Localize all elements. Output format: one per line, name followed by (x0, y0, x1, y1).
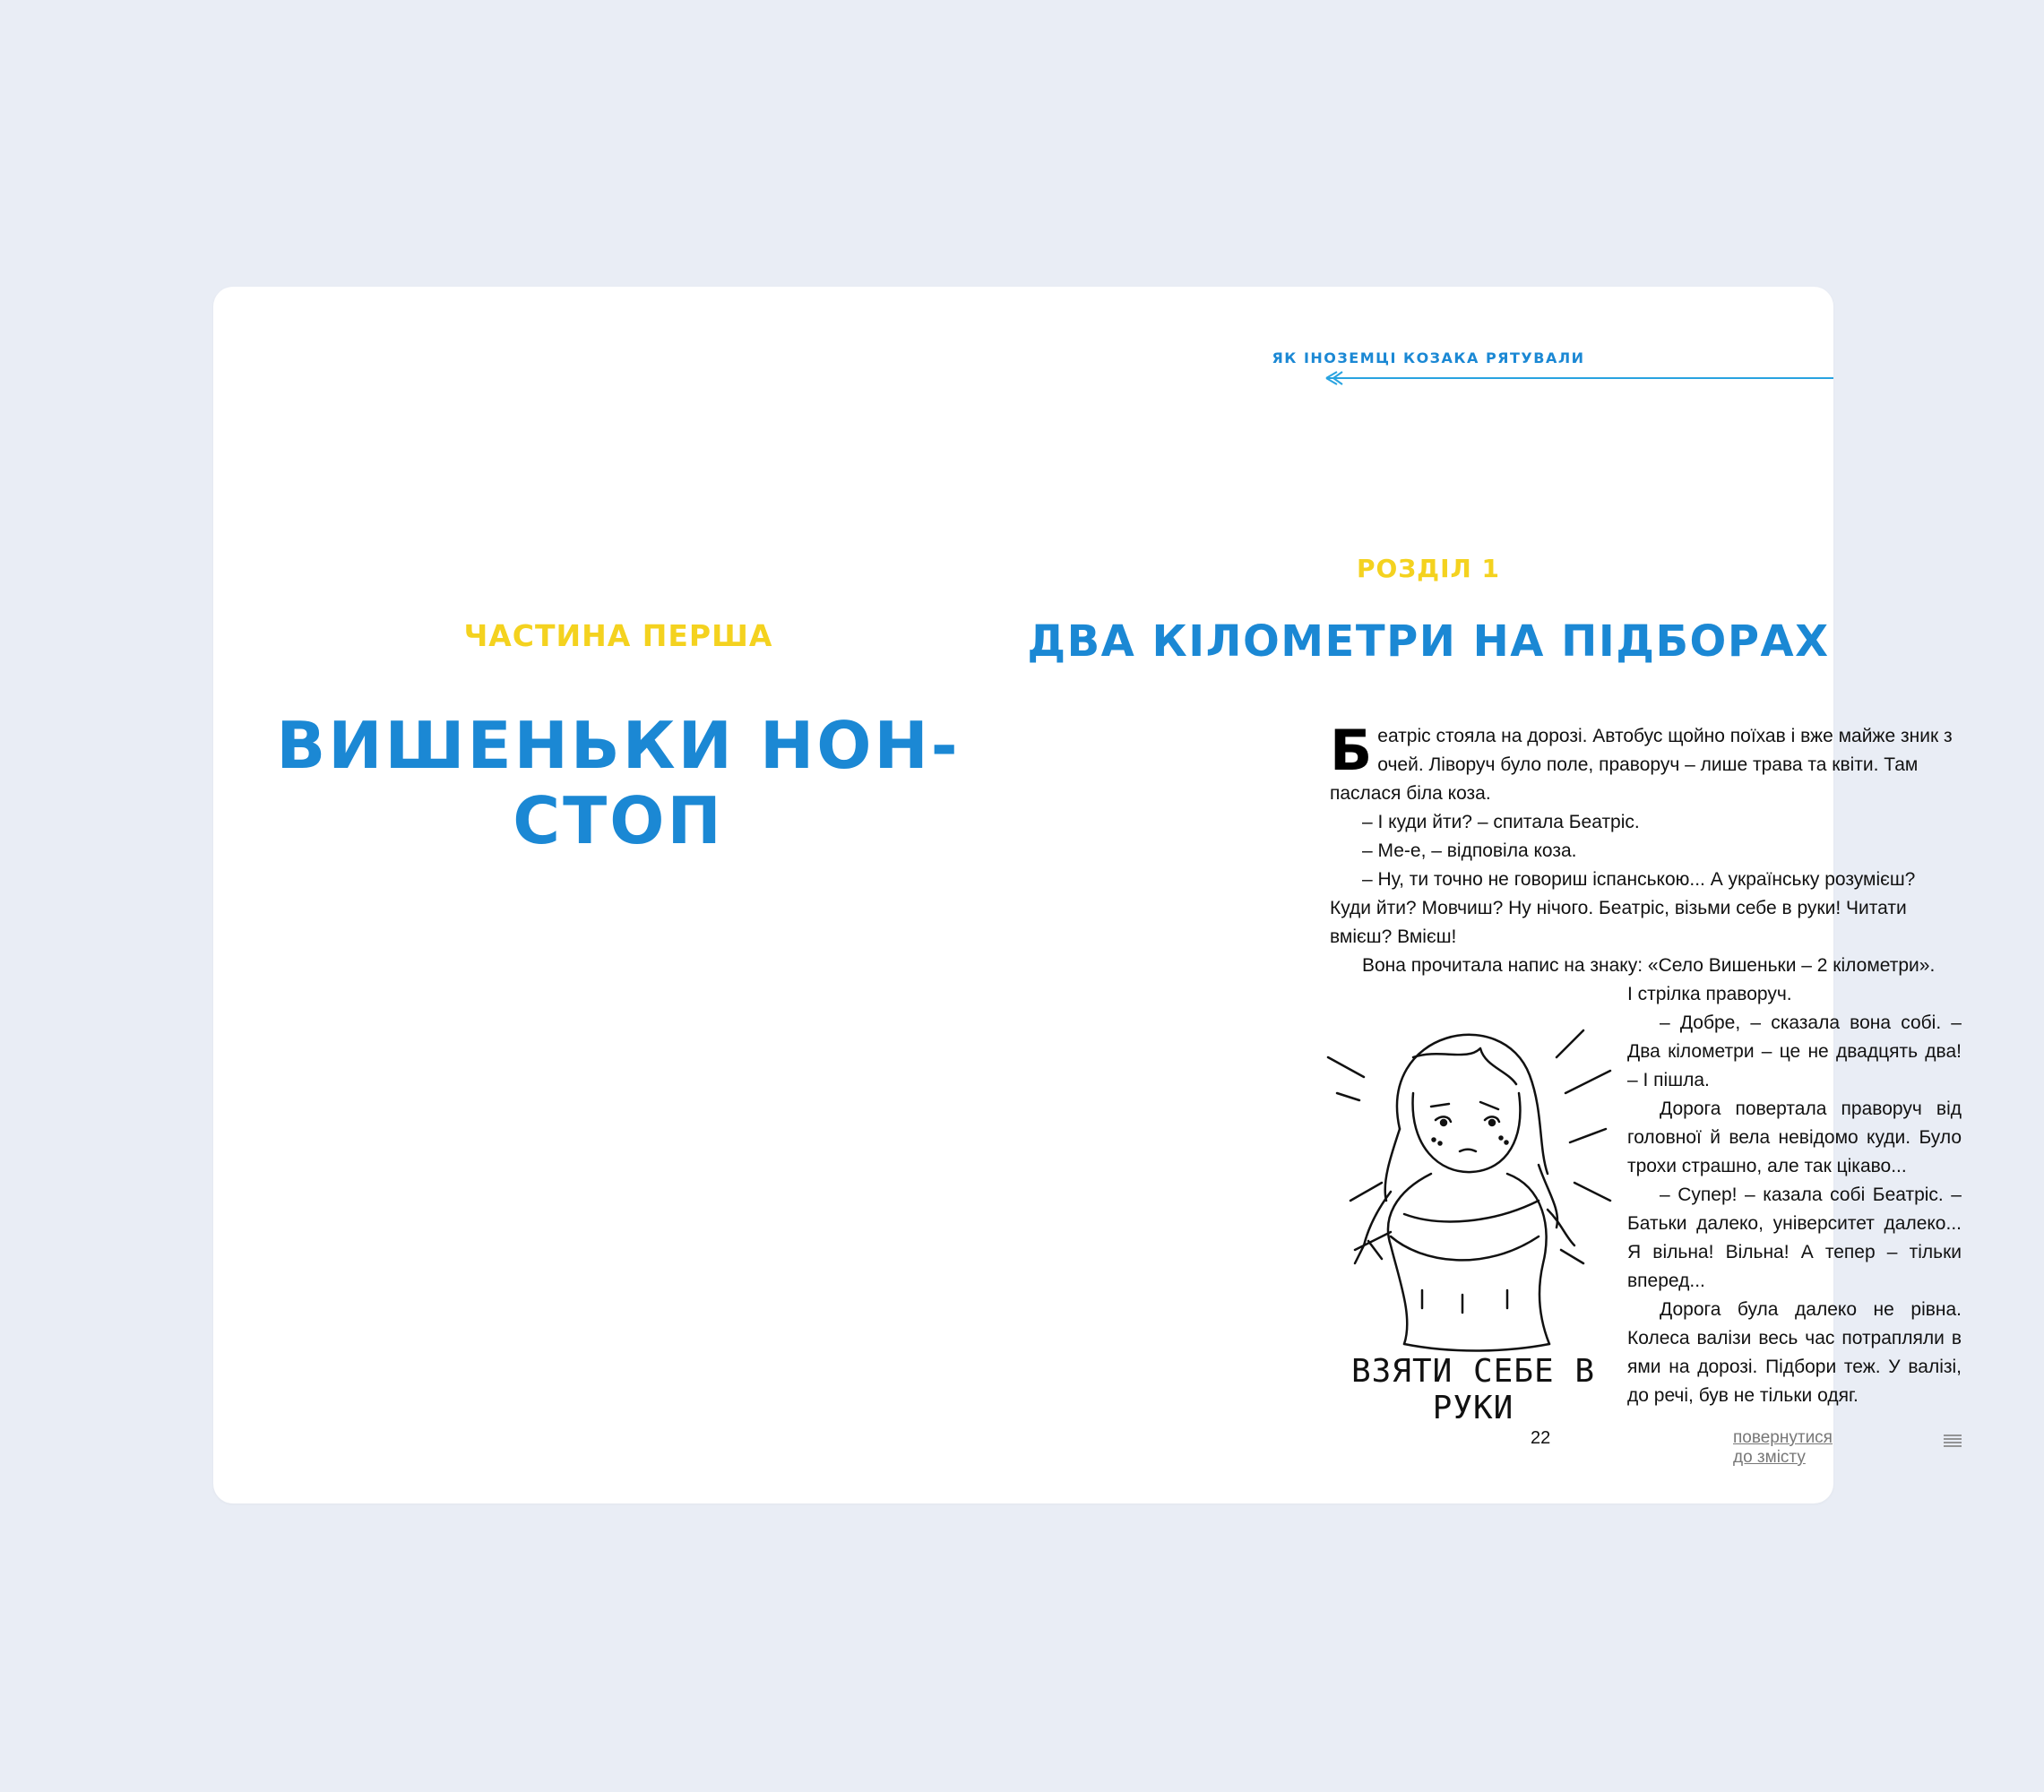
header-rule-ornament (1023, 369, 1833, 387)
paragraph-1-text: еатріс стояла на дорозі. Автобус щойно поїхав і вже майже зник з очей. Ліворуч було поле, праворуч – лише трава та квіти. Там паслася біла коза. (1330, 726, 1953, 804)
girl-illustration (1315, 995, 1619, 1353)
back-to-contents-link[interactable]: повернутися до змісту (1733, 1428, 1833, 1467)
paragraph-7: Дорога повертала праворуч від головної й вела невідомо куди. Було трохи страшно, але так цікаво... (1627, 1098, 1962, 1176)
part-title: ВИШЕНЬКИ НОН-СТОП (276, 708, 961, 858)
body-text-mid (1330, 952, 1962, 980)
body-text-right-column (1627, 980, 1962, 1410)
running-head: ЯК ІНОЗЕМЦІ КОЗАКА РЯТУВАЛИ (1272, 349, 1585, 366)
paragraph-1 (1330, 718, 1962, 808)
chapter-title: ДВА КІЛОМЕТРИ НА ПІДБОРАХ (1027, 616, 1830, 667)
paragraph-2: – І куди йти? – спитала Беатріс. (1362, 812, 1640, 832)
paragraph-9: Дорога була далеко не рівна. Колеса валізи весь час потрапляли в ями на дорозі. Підбори теж. У валізі, до речі, був не тільки одяг. (1627, 1299, 1962, 1406)
chapter-label: РОЗДІЛ 1 (1356, 554, 1501, 583)
right-page (1023, 287, 1962, 1503)
page-number: 22 (1531, 1428, 1551, 1448)
left-page (213, 287, 1023, 1503)
drop-cap: Б (1330, 718, 1373, 783)
paragraph-4: – Ну, ти точно не говориш іспанською... А українську розумієш? Куди йти? Мовчиш? Ну нічого. Беатріс, візьми себе в руки! Читати вмієш? Вмієш! (1330, 869, 1916, 947)
contents-list-icon[interactable] (1944, 1434, 1962, 1449)
paragraph-5-continued: І стрілка праворуч. (1627, 984, 1792, 1004)
book-spread (213, 287, 1962, 1503)
paragraph-3: – Ме-е, – відповіла коза. (1362, 840, 1577, 861)
illustration-caption: ВЗЯТИ СЕБЕ В РУКИ (1350, 1353, 1596, 1426)
part-label: ЧАСТИНА ПЕРША (463, 618, 773, 653)
paragraph-8: – Супер! – казала собі Беатріс. – Батьки далеко, університет далеко... Я вільна! Вільна! А тепер – тільки вперед... (1627, 1185, 1962, 1291)
body-text-top (1330, 718, 1962, 952)
paragraph-6: – Добре, – сказала вона собі. – Два кілометри – це не двадцять два! – І пішла. (1627, 1012, 1962, 1090)
paragraph-5: Вона прочитала напис на знаку: «Село Вишеньки – 2 кілометри». (1362, 955, 1936, 976)
